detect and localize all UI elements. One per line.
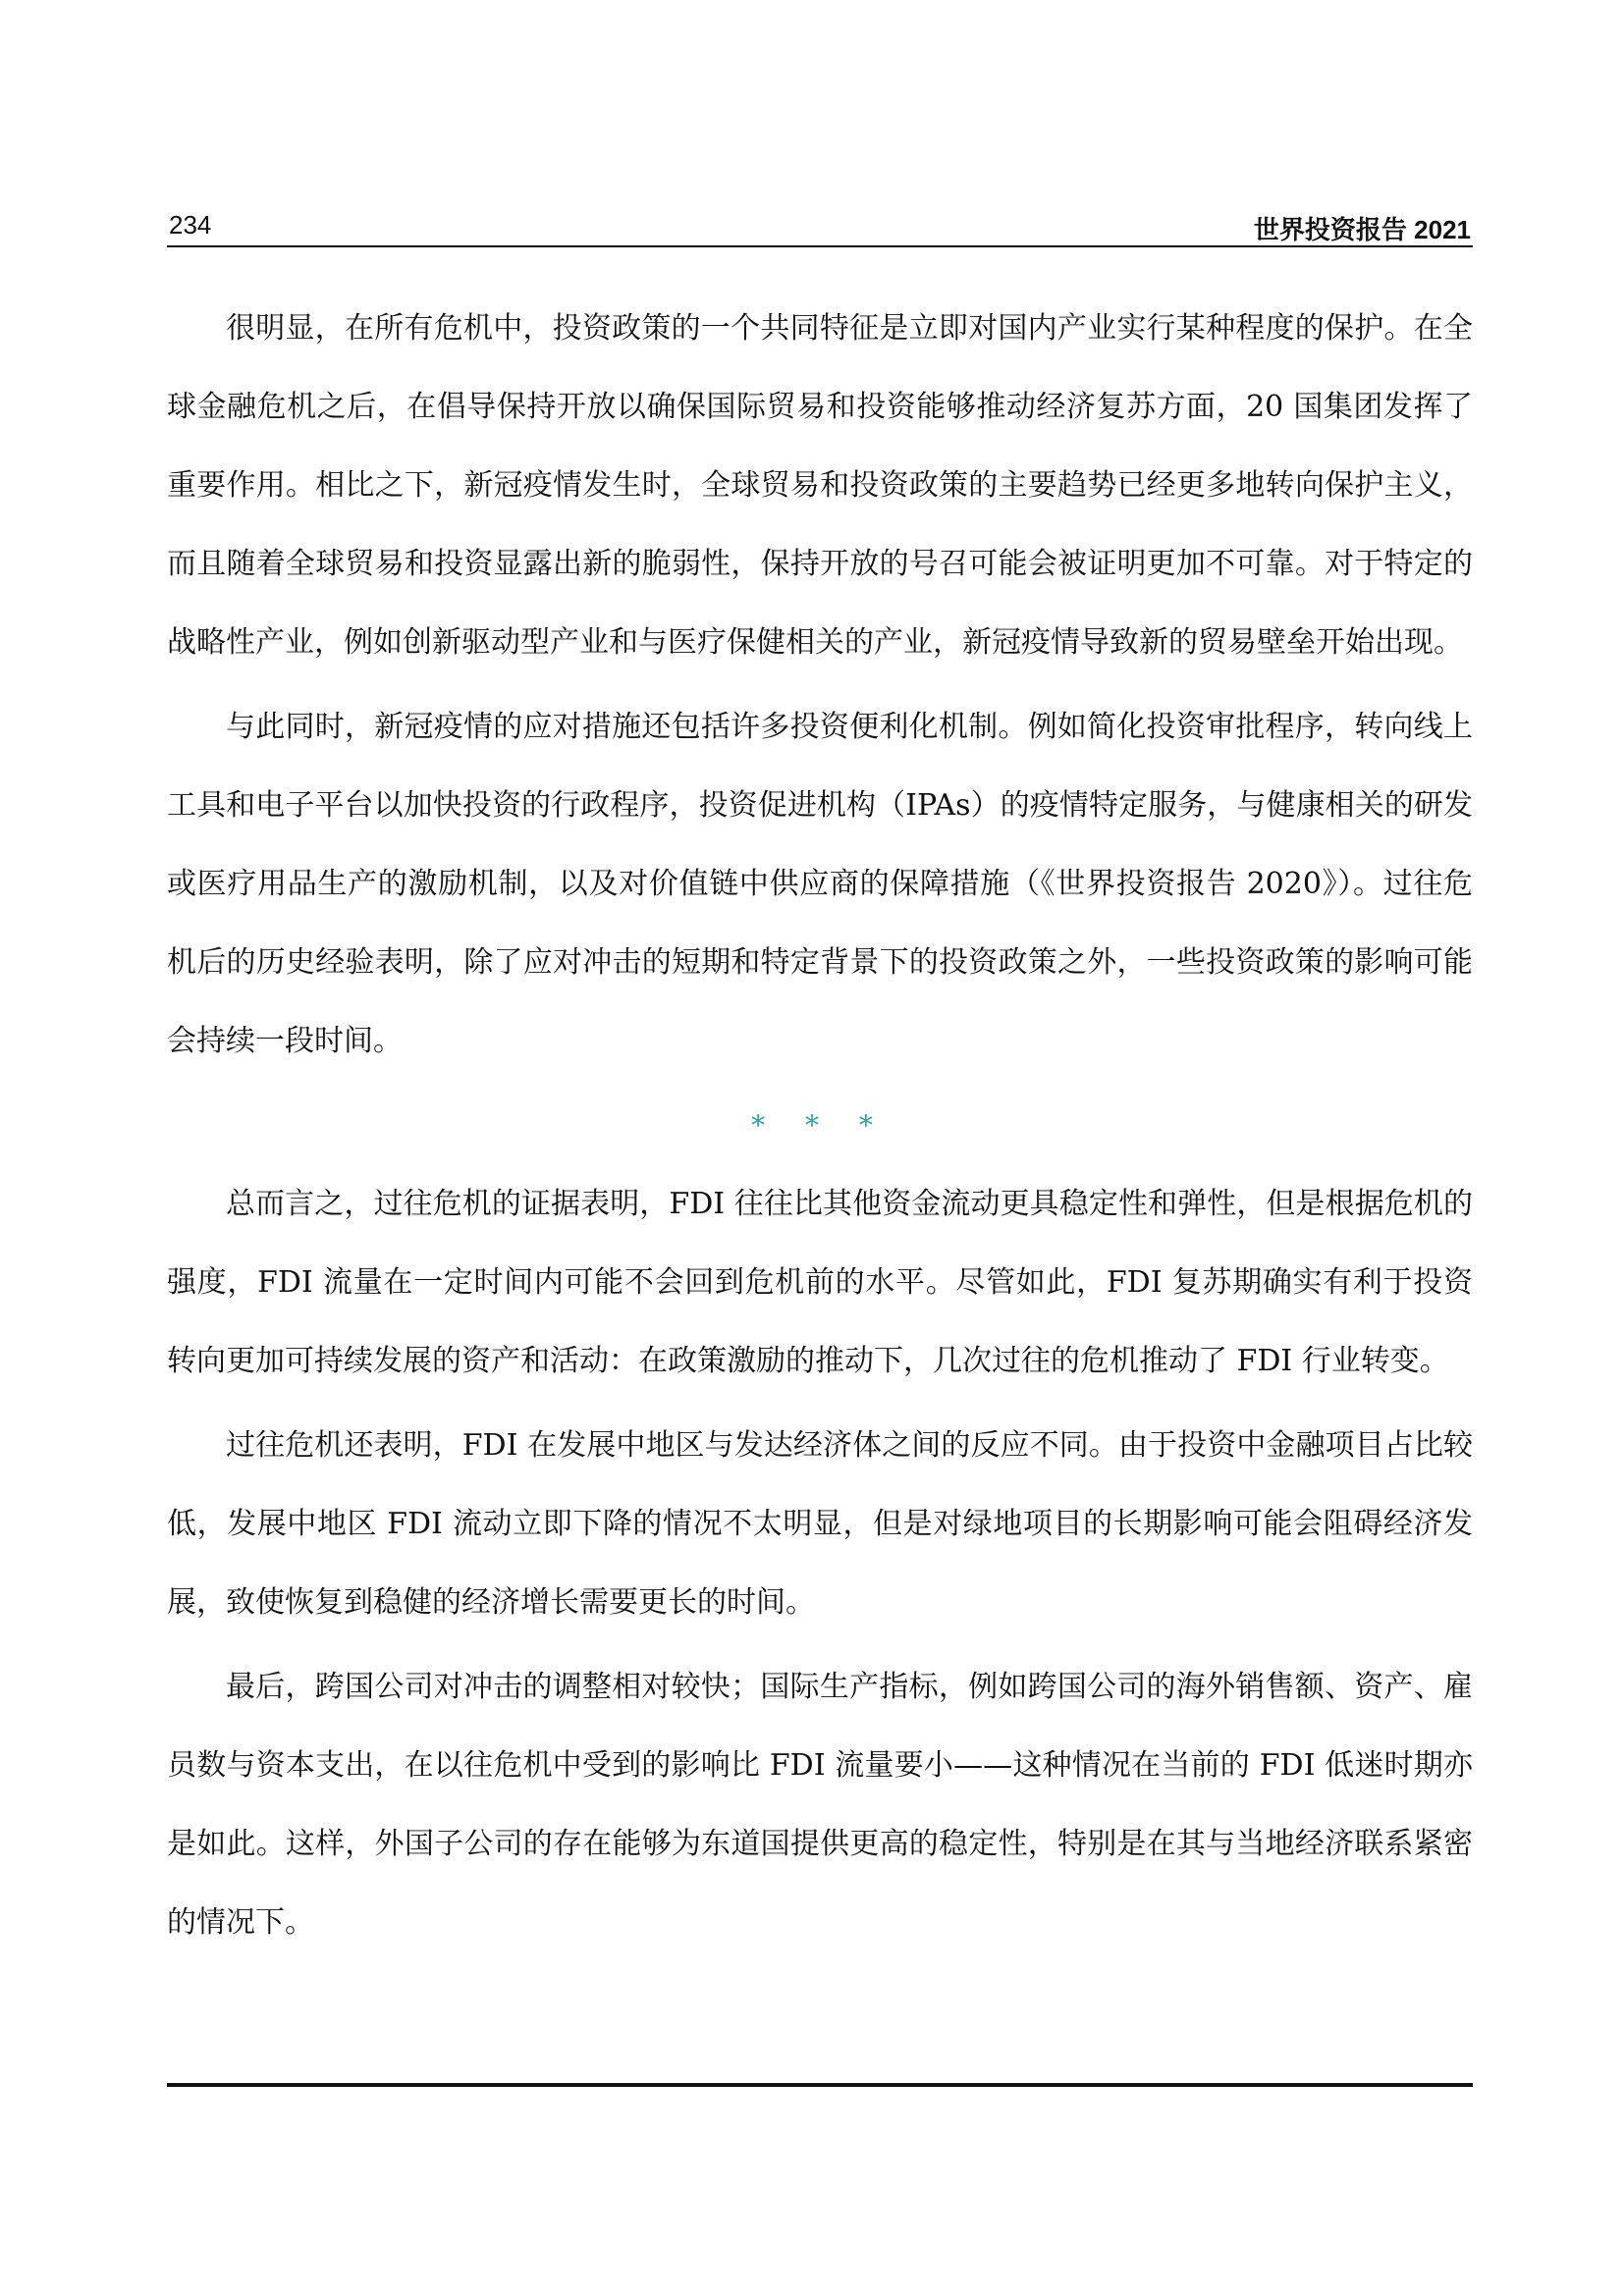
paragraph-3: 总而言之，过往危机的证据表明，FDI 往往比其他资金流动更具稳定性和弹性，但是根据危机的强度，FDI 流量在一定时间内可能不会回到危机前的水平。尽管如此，FDI 复苏期确实有利于投资转向更加可持续发展的资产和活动：在政策激励的推动下，几次过往的危机推动了 FDI 行业转变。 <box>167 1187 1473 1378</box>
body-text <box>167 290 1473 1968</box>
page-number: 234 <box>169 210 212 240</box>
paragraph-5: 最后，跨国公司对冲击的调整相对较快；国际生产指标，例如跨国公司的海外销售额、资产、雇员数与资本支出，在以往危机中受到的影响比 FDI 流量要小——这种情况在当前的 FDI 低迷时期亦是如此。这样，外国子公司的存在能够为东道国提供更高的稳定性，特别是在其与当地经济联系紧密的情况下。 <box>167 1670 1473 1940</box>
footer-rule <box>167 2083 1473 2087</box>
running-title: 世界投资报告 2021 <box>1253 215 1471 244</box>
section-break: * * * <box>751 1109 889 1142</box>
page-header <box>167 204 1473 243</box>
paragraph-1: 很明显，在所有危机中，投资政策的一个共同特征是立即对国内产业实行某种程度的保护。在全球金融危机之后，在倡导保持开放以确保国际贸易和投资能够推动经济复苏方面，20 国集团发挥了重要作用。相比之下，新冠疫情发生时，全球贸易和投资政策的主要趋势已经更多地转向保护主义，而且随着全球贸易和投资显露出新的脆弱性，保持开放的号召可能会被证明更加不可靠。对于特定的战略性产业，例如创新驱动型产业和与医疗保健相关的产业，新冠疫情导致新的贸易壁垒开始出现。 <box>167 311 1473 660</box>
header-rule <box>167 245 1473 247</box>
paragraph-4: 过往危机还表明，FDI 在发展中地区与发达经济体之间的反应不同。由于投资中金融项目占比较低，发展中地区 FDI 流动立即下降的情况不太明显，但是对绿地项目的长期影响可能会阻碍经济发展，致使恢复到稳健的经济增长需要更长的时间。 <box>167 1428 1473 1620</box>
paragraph-2: 与此同时，新冠疫情的应对措施还包括许多投资便利化机制。例如简化投资审批程序，转向线上工具和电子平台以加快投资的行政程序，投资促进机构（IPAs）的疫情特定服务，与健康相关的研发或医疗用品生产的激励机制，以及对价值链中供应商的保障措施（《世界投资报告 2020》）。过往危机后的历史经验表明，除了应对冲击的短期和特定背景下的投资政策之外，一些投资政策的影响可能会持续一段时间。 <box>167 710 1473 1058</box>
